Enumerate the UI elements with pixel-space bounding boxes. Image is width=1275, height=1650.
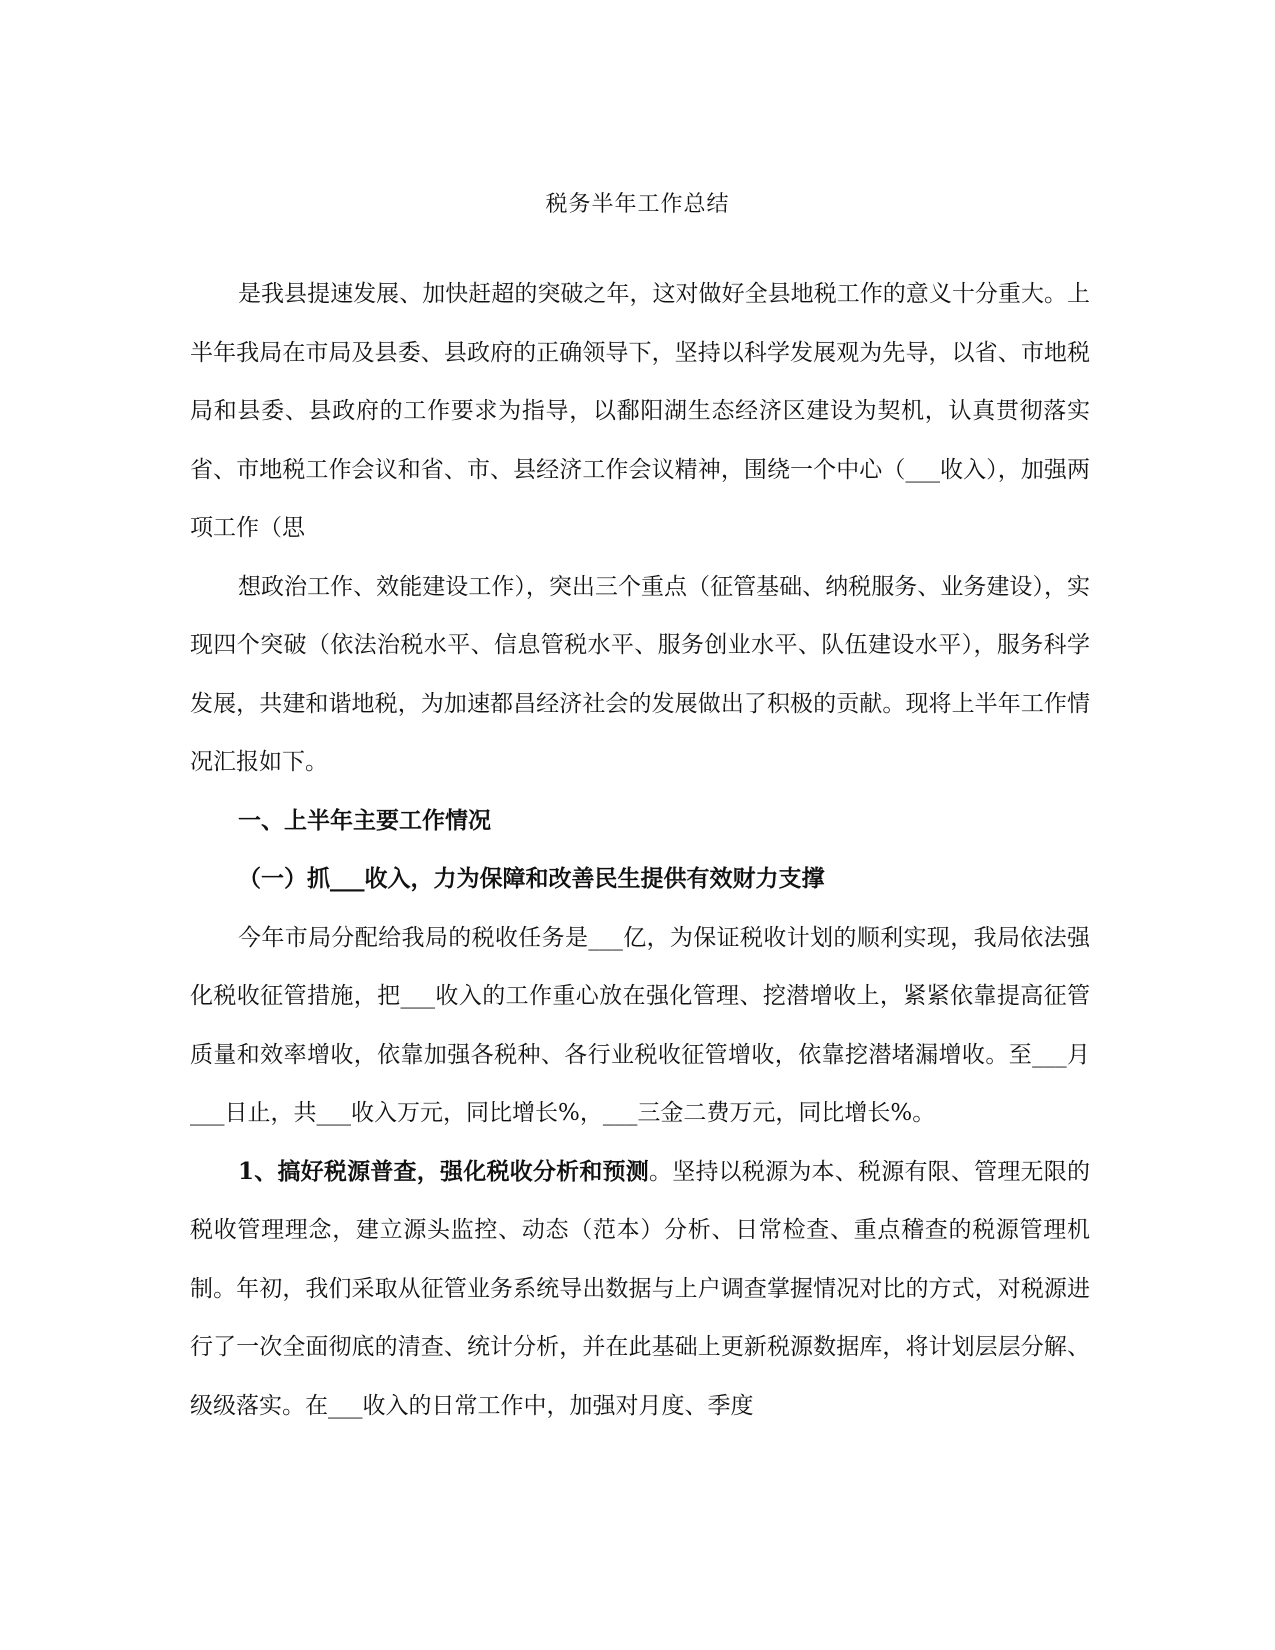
intro-paragraph-1: 是我县提速发展、加快赶超的突破之年，这对做好全县地税工作的意义十分重大。上半年我局在市局及县委、县政府的正确领导下，坚持以科学发展观为先导，以省、市地税局和县委、县政府的工作要求为指导，以鄱阳湖生态经济区建设为契机，认真贯彻落实省、市地税工作会议和省、市、县经济工作会议精神，围绕一个中心（___收入），加强两项工作（思 [190, 281, 1090, 541]
section-heading: 一、上半年主要工作情况 [238, 806, 491, 834]
intro-paragraph-2: 想政治工作、效能建设工作），突出三个重点（征管基础、纳税服务、业务建设），实现四个突破（依法治税水平、信息管税水平、服务创业水平、队伍建设水平），服务科学发展，共建和谐地税，为加速都昌经济社会的发展做出了积极的贡献。现将上半年工作情况汇报如下。 [190, 573, 1090, 775]
document-body [190, 265, 1090, 1435]
subsection-heading: （一）抓___收入，力为保障和改善民生提供有效财力支撑 [238, 865, 825, 892]
item-text: 。坚持以税源为本、税源有限、管理无限的税收管理理念，建立源头监控、动态（范本）分析、日常检查、重点稽查的税源管理机制。年初，我们采取从征管业务系统导出数据与上户调查掌握情况对比的方式，对税源进行了一次全面彻底的清查、统计分析，并在此基础上更新税源数据库，将计划层层分解、级级落实。在___收入的日常工作中，加强对月度、季度 [190, 1158, 1090, 1419]
item-lead: 1、搞好税源普查，强化税收分析和预测 [238, 1157, 649, 1185]
document-title: 税务半年工作总结 [545, 192, 730, 217]
item-paragraph [190, 1143, 1090, 1436]
subsection-paragraph: 今年市局分配给我局的税收任务是___亿，为保证税收计划的顺利实现，我局依法强化税收征管措施，把___收入的工作重心放在强化管理、挖潜增收上，紧紧依靠提高征管质量和效率增收，依靠加强各税种、各行业税收征管增收，依靠挖潜堵漏增收。至___月___日止，共___收入万元，同比增长%，___三金二费万元，同比增长%。 [190, 924, 1090, 1126]
